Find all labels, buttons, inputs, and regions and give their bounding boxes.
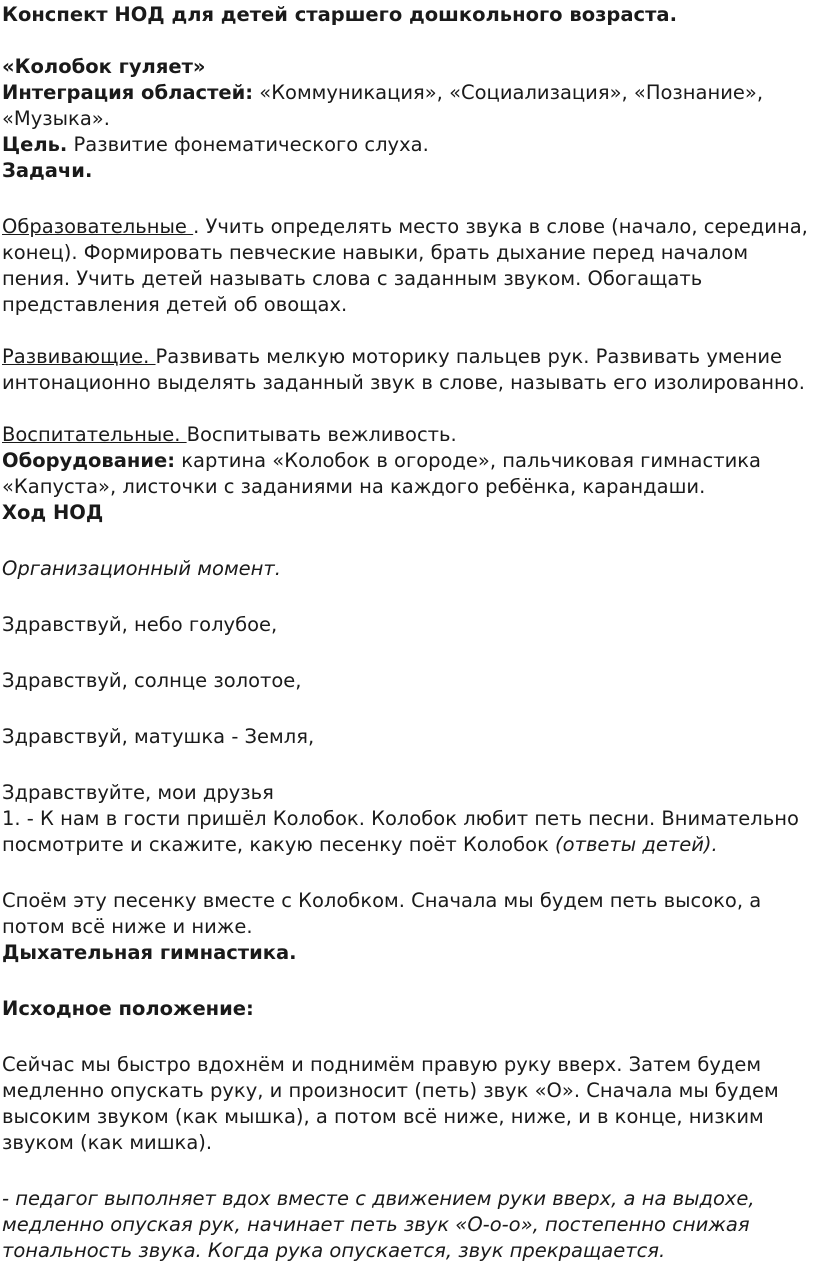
step1-paragraph <box>2 806 814 858</box>
sing-together-paragraph: Споём эту песенку вместе с Колобком. Сначала мы будем петь высоко, а потом всё ниже и ниже. <box>2 889 762 938</box>
spacer <box>2 396 814 422</box>
tasks-heading: Задачи. <box>2 159 93 182</box>
developing-text: Развивать мелкую моторику пальцев рук. Развивать умение интонационно выделять заданный звук в слове, называть его изолированно. <box>2 345 805 394</box>
goal-label: Цель. <box>2 133 68 156</box>
spacer <box>2 858 814 888</box>
goal-paragraph <box>2 132 814 158</box>
educational-paragraph <box>2 214 814 318</box>
upbringing-text: Воспитывать вежливость. <box>186 423 457 446</box>
spacer <box>2 1156 814 1186</box>
spacer <box>2 750 814 780</box>
integration-text: «Коммуникация», «Социализация», «Познание», «Музыка». <box>2 81 764 130</box>
greeting-line: Здравствуйте, мои друзья <box>2 781 274 804</box>
upbringing-label: Воспитательные. <box>2 423 187 446</box>
course-heading: Ход НОД <box>2 501 104 524</box>
start-position-heading: Исходное положение: <box>2 997 254 1020</box>
step1-text: 1. - К нам в гости пришёл Колобок. Колобок любит петь песни. Внимательно посмотрите и скажите, какую песенку поёт Колобок <box>2 807 799 856</box>
spacer <box>2 582 814 612</box>
document-title: Конспект НОД для детей старшего дошкольного возраста. <box>2 3 677 26</box>
greeting-line: Здравствуй, солнце золотое, <box>2 669 302 692</box>
breathing-heading: Дыхательная гимнастика. <box>2 941 297 964</box>
greeting-line: Здравствуй, матушка - Земля, <box>2 725 315 748</box>
spacer <box>2 638 814 668</box>
educational-label: Образовательные <box>2 215 194 238</box>
spacer <box>2 318 814 344</box>
start-position-paragraph: Сейчас мы быстро вдохнём и поднимём правую руку вверх. Затем будем медленно опускать руку, и произносит (петь) звук «О». Сначала мы будем высоким звуком (как мышка), а потом всё ниже, ниже, и в конце, низким звуком (как мишка). <box>2 1053 779 1154</box>
greeting-line: Здравствуй, небо голубое, <box>2 613 278 636</box>
org-moment: Организационный момент. <box>2 557 281 580</box>
educational-text: . Учить определять место звука в слове (начало, середина, конец). Формировать певческие навыки, брать дыхание перед началом пения. Учить детей называть слова с заданным звуком. Обогащать представления детей об овощах. <box>2 215 808 316</box>
lesson-name: «Колобок гуляет» <box>2 55 206 78</box>
equipment-paragraph <box>2 448 814 500</box>
equipment-label: Оборудование: <box>2 449 176 472</box>
goal-text: Развитие фонематического слуха. <box>67 133 429 156</box>
spacer <box>2 1022 814 1052</box>
teacher-note-paragraph: - педагог выполняет вдох вместе с движением руки вверх, а на выдохе, медленно опуская рук, начинает петь звук «О-о-о», постепенно снижая тональность звука. Когда рука опускается, звук прекращается. <box>2 1187 755 1262</box>
spacer <box>2 694 814 724</box>
developing-label: Развивающие. <box>2 345 156 368</box>
upbringing-paragraph <box>2 422 814 448</box>
spacer <box>2 966 814 996</box>
spacer <box>2 28 814 54</box>
integration-label: Интеграция областей: <box>2 81 254 104</box>
spacer <box>2 526 814 556</box>
integration-paragraph <box>2 80 814 132</box>
spacer <box>2 184 814 214</box>
step1-note: (ответы детей). <box>555 833 718 856</box>
equipment-text: картина «Колобок в огороде», пальчиковая гимнастика «Капуста», листочки с заданиями на каждого ребёнка, карандаши. <box>2 449 761 498</box>
developing-paragraph <box>2 344 814 396</box>
